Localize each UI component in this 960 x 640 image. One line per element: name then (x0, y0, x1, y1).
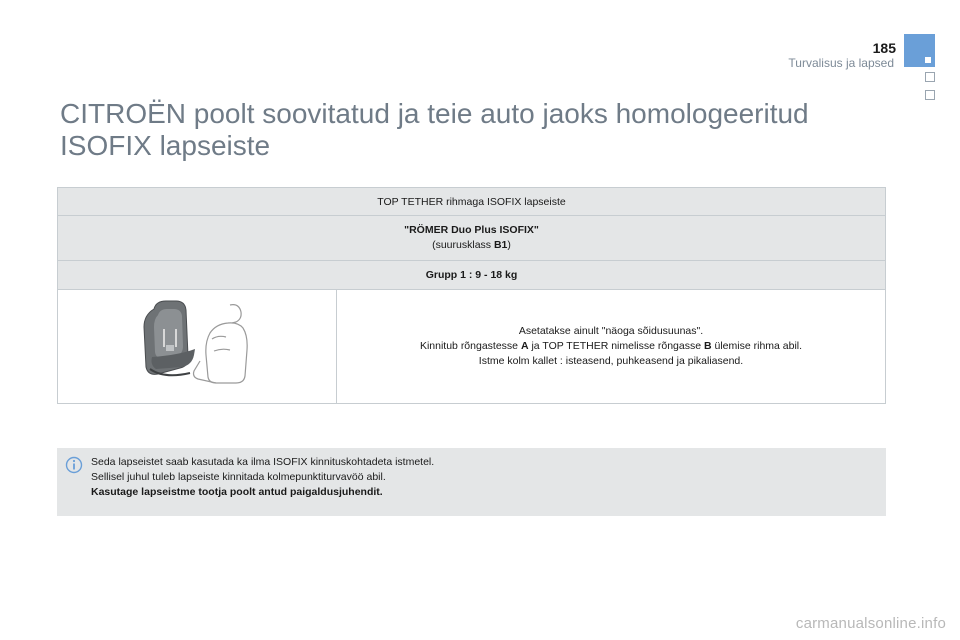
tab-box-1 (925, 72, 935, 82)
model-class-prefix: (suurusklass (432, 239, 494, 251)
desc-line-3: Istme kolm kallet : isteasend, puhkeasend ja pikaliasend. (478, 355, 744, 367)
image-cell (58, 290, 337, 404)
tab-dot (925, 57, 931, 63)
child-seat-illustration-icon (142, 299, 252, 391)
anchor-b-label: B (704, 340, 712, 352)
title-line-2: ISOFIX lapseiste (60, 130, 271, 161)
desc-line-2a: Kinnitub rõngastesse (419, 340, 521, 352)
title-line-1: CITROËN poolt soovitatud ja teie auto jaoks homologeeritud (60, 98, 809, 129)
info-text (91, 455, 434, 500)
info-line-3: Kasutage lapseistme tootja poolt antud paigaldusjuhendit. (91, 486, 383, 498)
info-line-1: Seda lapseistet saab kasutada ka ilma ISOFIX kinnituskohtadeta istmetel. (91, 456, 435, 468)
desc-line-2c: ja TOP TETHER nimelisse rõngasse (528, 340, 704, 352)
section-tab (904, 34, 935, 67)
info-icon (65, 456, 83, 474)
page-number: 185 (872, 40, 896, 56)
model-cell (58, 216, 886, 261)
table-header: TOP TETHER rihmaga ISOFIX lapseiste (58, 188, 886, 216)
group-label: Grupp 1 : 9 - 18 kg (58, 261, 886, 290)
info-box (57, 448, 886, 516)
watermark: carmanualsonline.info (795, 615, 946, 632)
anchor-a-label: A (520, 340, 529, 352)
description-cell (337, 290, 886, 404)
model-name: "RÖMER Duo Plus ISOFIX" (404, 224, 539, 236)
tab-box-2 (925, 90, 935, 100)
desc-line-1: Asetatakse ainult "näoga sõidusuunas". (518, 325, 704, 337)
page-title (60, 98, 880, 162)
child-seat-table (57, 187, 886, 404)
info-line-2: Sellisel juhul tuleb lapseiste kinnitada kolmepunktiturvavöö abil. (91, 471, 386, 483)
section-title: Turvalisus ja lapsed (788, 56, 894, 70)
model-class-suffix: ) (507, 239, 511, 251)
desc-line-2e: ülemise rihma abil. (711, 340, 803, 352)
model-class-value: B1 (493, 239, 508, 251)
